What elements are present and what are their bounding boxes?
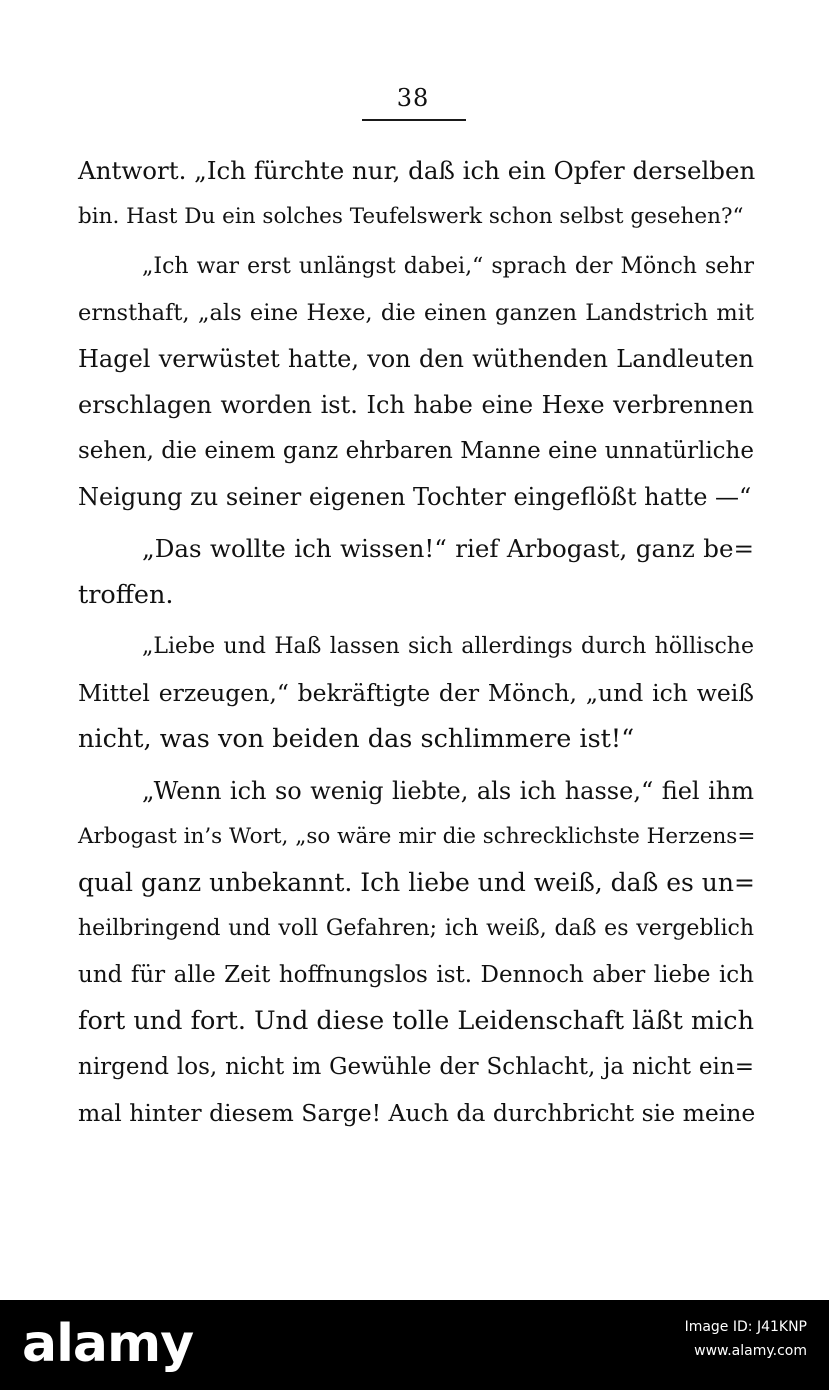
page-number: 38 <box>396 84 430 112</box>
text-line: Hagel verwüstet hatte, von den wüthenden Landleuten <box>78 345 754 373</box>
text-line: sehen, die einem ganz ehrbaren Manne eine unnatürliche <box>78 438 754 464</box>
stock-url: www.alamy.com <box>694 1343 807 1359</box>
page-number-rule <box>362 119 466 121</box>
text-line: bin. Hast Du ein solches Teufelswerk schon selbst gesehen?“ <box>78 204 744 229</box>
text-line: „Das wollte ich wissen!“ rief Arbogast, ganz be= <box>142 534 754 563</box>
text-line: qual ganz unbekannt. Ich liebe und weiß, daß es un= <box>78 868 755 897</box>
alamy-logo: alamy <box>22 1314 194 1374</box>
text-line: ernsthaft, „als eine Hexe, die einen ganzen Landstrich mit <box>78 300 754 326</box>
text-line: mal hinter diesem Sarge! Auch da durchbricht sie meine <box>78 1099 756 1127</box>
text-line: Mittel erzeugen,“ bekräftigte der Mönch, „und ich weiß <box>78 679 754 707</box>
text-line: troffen. <box>78 580 174 610</box>
text-line: fort und fort. Und diese tolle Leidenschaft läßt mich <box>78 1006 754 1036</box>
text-line: Antwort. „Ich fürchte nur, daß ich ein Opfer derselben <box>78 156 756 185</box>
image-id: Image ID: J41KNP <box>684 1319 807 1335</box>
text-line: „Wenn ich so wenig liebte, als ich hasse,“ fiel ihm <box>142 777 754 805</box>
text-line: nicht, was von beiden das schlimmere ist!“ <box>78 724 635 754</box>
stock-watermark-bar <box>0 1300 829 1390</box>
text-line: erschlagen worden ist. Ich habe eine Hexe verbrennen <box>78 391 754 419</box>
text-line: „Ich war erst unlängst dabei,“ sprach der Mönch sehr <box>142 254 754 279</box>
text-line: Neigung zu seiner eigenen Tochter eingeflößt hatte —“ <box>78 483 752 511</box>
text-line: „Liebe und Haß lassen sich allerdings durch höllische <box>142 634 754 659</box>
text-line: Arbogast in’s Wort, „so wäre mir die schrecklichste Herzens= <box>78 824 756 849</box>
text-line: und für alle Zeit hoffnungslos ist. Dennoch aber liebe ich <box>78 962 754 988</box>
text-line: nirgend los, nicht im Gewühle der Schlacht, ja nicht ein= <box>78 1054 754 1080</box>
text-line: heilbringend und voll Gefahren; ich weiß, daß es vergeblich <box>78 916 754 941</box>
